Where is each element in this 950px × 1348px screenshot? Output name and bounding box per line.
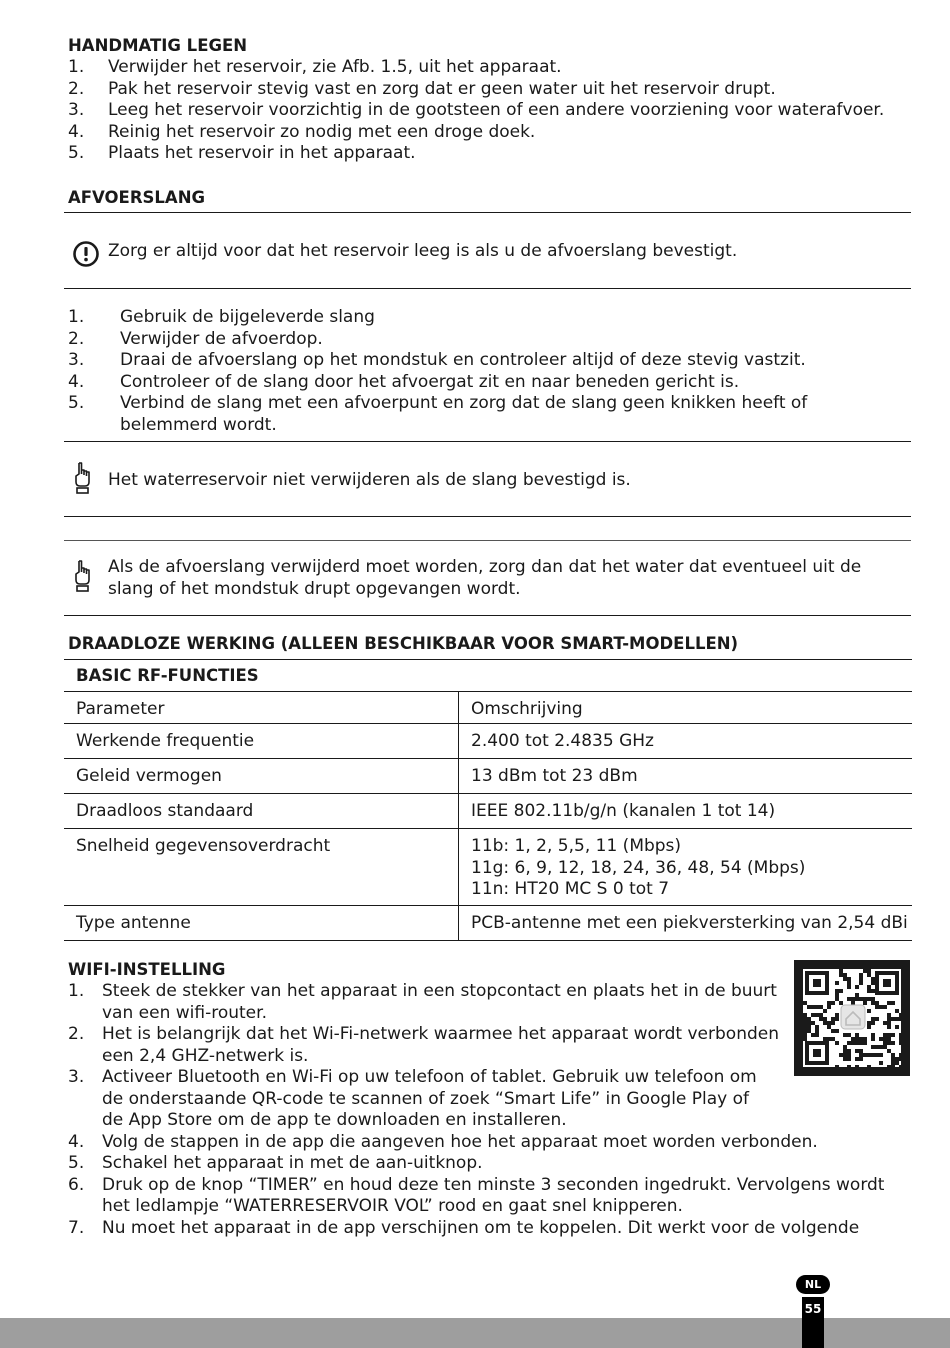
table-row	[64, 794, 912, 829]
pointing-hand-icon	[72, 559, 94, 600]
note-text: Het waterreservoir niet verwijderen als de slang bevestigd is.	[108, 470, 631, 490]
table-row	[64, 724, 912, 759]
divider	[64, 516, 911, 517]
note-text: Als de afvoerslang verwijderd moet worden, zorg dan dat het water dat eventueel uit de slang of het mondstuk drupt opgevangen wordt.	[108, 557, 862, 599]
list-item: 3. Draai de afvoerslang op het mondstuk en controleer altijd of deze stevig vastzit.	[68, 350, 806, 370]
divider	[64, 615, 911, 616]
list-item: 3. Leeg het reservoir voorzichtig in de gootsteen of een andere voorziening voor waterafvoer.	[68, 100, 885, 120]
warning-text: Zorg er altijd voor dat het reservoir leeg is als u de afvoerslang bevestigt.	[108, 241, 738, 261]
list-item: 1. Verwijder het reservoir, zie Afb. 1.5, uit het apparaat.	[68, 57, 562, 77]
table-cell: PCB-antenne met een piekversterking van 2,54 dBi	[459, 906, 913, 941]
section-heading-drain-hose: AFVOERSLANG	[68, 188, 206, 207]
divider	[64, 441, 911, 442]
divider	[64, 540, 911, 541]
list-item: 5. Schakel het apparaat in met de aan-uitknop.	[68, 1153, 483, 1173]
list-item: 1. Gebruik de bijgeleverde slang	[68, 307, 375, 327]
section-heading-manual-empty: HANDMATIG LEGEN	[68, 36, 248, 55]
rf-functions-table	[64, 659, 912, 941]
table-cell: Draadloos standaard	[64, 794, 459, 829]
table-cell: 2.400 tot 2.4835 GHz	[459, 724, 913, 759]
list-item: 1. Steek de stekker van het apparaat in een stopcontact en plaats het in de buurt van een wifi-router.	[68, 981, 777, 1023]
list-item: 4. Reinig het reservoir zo nodig met een droge doek.	[68, 121, 536, 142]
exclamation-circle-icon	[72, 240, 100, 275]
manual-empty-list	[68, 57, 908, 165]
divider	[64, 212, 911, 213]
list-item: 2. Verwijder de afvoerdop.	[68, 328, 323, 349]
list-item: 2. Pak het reservoir stevig vast en zorg dat er geen water uit het reservoir drupt.	[68, 78, 776, 99]
table-title: BASIC RF-FUNCTIES	[64, 660, 912, 692]
section-heading-wifi-setup: WIFI-INSTELLING	[68, 960, 226, 979]
table-cell: Geleid vermogen	[64, 759, 459, 794]
wifi-setup-list-top	[68, 981, 788, 1067]
table-cell: 13 dBm tot 23 dBm	[459, 759, 913, 794]
language-badge: NL	[796, 1275, 830, 1294]
page-number: 55	[804, 1302, 822, 1316]
list-item: 4. Controleer of de slang door het afvoergat zit en naar beneden gericht is.	[68, 371, 740, 392]
pointing-hand-icon	[72, 461, 94, 502]
section-heading-wireless: DRAADLOZE WERKING (ALLEEN BESCHIKBAAR VOOR SMART-MODELLEN)	[68, 634, 739, 653]
qr-code-icon	[794, 960, 910, 1076]
list-item: 6. Druk op de knop “TIMER” en houd deze ten minste 3 seconden ingedrukt. Vervolgens wordt het ledlampje “WATERRESERVOIR VOL” rood en gaat snel knipperen.	[68, 1174, 885, 1216]
list-item: 5. Plaats het reservoir in het apparaat.	[68, 143, 416, 163]
table-cell: Type antenne	[64, 906, 459, 941]
list-item: 7. Nu moet het apparaat in de app verschijnen om te koppelen. Dit werkt voor de volgende	[68, 1217, 860, 1238]
list-item: 3. Activeer Bluetooth en Wi-Fi op uw telefoon of tablet. Gebruik uw telefoon om de onderstaande QR-code te scannen of zoek “Smart Life” in Google Play of de App Store om de app te downloaden en installeren.	[68, 1067, 757, 1130]
table-cell: 11b: 1, 2, 5,5, 11 (Mbps) 11g: 6, 9, 12, 18, 24, 36, 48, 54 (Mbps) 11n: HT20 MC S 0 tot 7	[459, 829, 913, 906]
divider	[64, 288, 911, 289]
list-item: 2. Het is belangrijk dat het Wi-Fi-netwerk waarmee het apparaat wordt verbonden een 2,4 GHZ-netwerk is.	[68, 1024, 779, 1066]
table-cell: IEEE 802.11b/g/n (kanalen 1 tot 14)	[459, 794, 913, 829]
list-item: 4. Volg de stappen in de app die aangeven hoe het apparaat moet worden verbonden.	[68, 1131, 818, 1152]
table-header-row	[64, 692, 912, 724]
table-header-cell: Parameter	[64, 692, 459, 724]
table-header-cell: Omschrijving	[459, 692, 913, 724]
table-cell: Werkende frequentie	[64, 724, 459, 759]
list-item: 5. Verbind de slang met een afvoerpunt en zorg dat de slang geen knikken heeft of belemmerd wordt.	[68, 393, 808, 435]
table-row	[64, 759, 912, 794]
table-cell: Snelheid gegevensoverdracht	[64, 829, 459, 906]
wifi-setup-list	[68, 1067, 908, 1239]
drain-hose-list	[68, 307, 910, 436]
table-row	[64, 829, 912, 906]
table-row	[64, 906, 912, 941]
